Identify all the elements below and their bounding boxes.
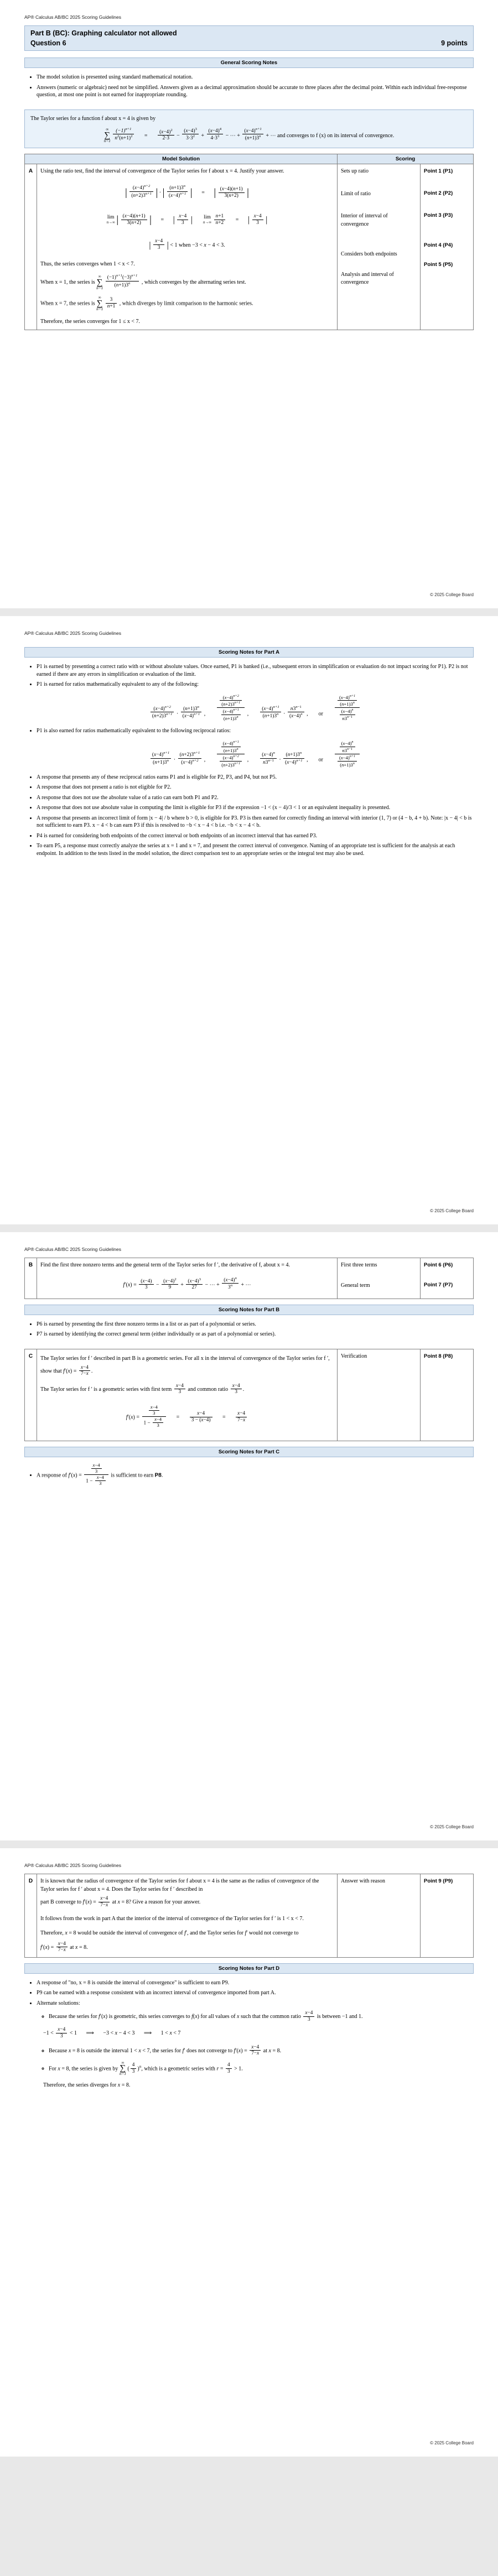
point-label: Point 4 (P4): [424, 242, 453, 248]
part-a-model-solution: [37, 164, 338, 330]
point-label: Point 8 (P8): [424, 1353, 453, 1359]
running-header: AP® Calculus AB/BC 2025 Scoring Guidelines: [24, 630, 121, 636]
part-d-answer-c: f′(x) = $\frac{x-4}{7-x}$ at x = 8.: [40, 1941, 88, 1953]
page-3: [0, 1232, 498, 1840]
general-note-item: • The model solution is presented using standard mathematical notation.: [37, 74, 474, 81]
rubric-table-part-b: [24, 1258, 474, 1299]
general-note-item: • Answers (numeric or algebraic) need not be simplified. Answers given as a decimal approximation should be accurate to three places after the decimal point. Within each individual free-response question, at most one point is not earned for inappropriate rounding.: [37, 84, 474, 99]
part-a-thus: Thus, the series converges when 1 < x < 7.: [40, 260, 135, 267]
part-d-prompt-2: part B converge to f′(x) = $\frac{x-4}{7-x}$ at x = 8? Give a reason for your answer.: [40, 1896, 201, 1908]
point-label: Point 6 (P6): [424, 1262, 453, 1268]
scoring-note-item: • A response of "no, x = 8 is outside the interval of convergence" is sufficient to earn P9.: [37, 1979, 474, 1987]
page-4: [0, 1848, 498, 2457]
part-letter-a: A: [25, 164, 37, 330]
running-header: AP® Calculus AB/BC 2025 Scoring Guidelines: [24, 1247, 121, 1252]
scoring-desc: Verification: [341, 1353, 367, 1359]
stem-series-formula: ∞ ∑ n=1 $\frac{(-1)^{n+1}}{n^2(n+1)^2}$ = $\frac{(x-4)^2}{2\cdot 3}$ − $\frac{(x-4)^3}{3\cdot 3^2}$ + $\frac{(x-4)^4}{4\cdot 3^3}$ − ⋯ + $\frac{(x-4)^{n+1}}{(n+1)3^n}$ + ⋯ and converges to f (x) on its interval of convergence.: [103, 127, 395, 143]
scoring-header: Scoring: [338, 154, 474, 164]
scoring-note-item: • P4 is earned for considering both endpoints of the correct interval or both endpoints of an incorrect interval that has earned P3.: [37, 832, 474, 840]
part-a-conclusion: Therefore, the series converges for 1 ≤ x < 7.: [40, 319, 141, 325]
alternate-item: ◦ Because the series for f′(x) is geometric, this series converges to f(x) for all values of x such that the common ratio $\frac{x-4}{3}$ is between −1 and 1.: [49, 2010, 474, 2022]
table-row: [25, 1349, 474, 1441]
part-a-prompt: Using the ratio test, find the interval of convergence of the Taylor series for f about x = 4. Justify your answer.: [40, 168, 284, 175]
scoring-notes-part-d-band: Scoring Notes for Part D: [24, 1963, 474, 1974]
scoring-note-item: • A response that presents any of these reciprocal ratios earns P1 and is eligible for P2, P3, and P4, but not P5.: [37, 774, 474, 781]
rubric-table-part-a: [24, 154, 474, 330]
page-footer: © 2025 College Board: [430, 1208, 474, 1213]
scoring-desc: First three terms: [341, 1262, 377, 1268]
point-label: Point 3 (P3): [424, 212, 453, 218]
point-label: Point 7 (P7): [424, 1281, 453, 1288]
ratio-forms-1: $\frac{(x-4)^{n+2}}{(n+2)3^{n+1}}$ · $\frac{(n+1)3^n}{(x-4)^{n+1}}$ , $\frac{\frac{(x-4)^{n+2}}{(n+2)3^{n+1}}}{\frac{(x-4)^{n+1}}{(n+1)3^n}}$ , $\frac{(x-4)^{n+1}}{(n+1)3^n}$ · $\frac{n3^{n-1}}{(x-4)^n}$ , or $\frac{\frac{(x-4)^{n+1}}{(n+1)3^n}}{\frac{(x-4)^n}{n3^{n-1}}}$: [37, 694, 474, 722]
part-a-ratio-setup: | $\frac{(x-4)^{n+2}}{(n+2)3^{n+1}}$ | · | $\frac{(n+1)3^n}{(x-4)^{n+1}}$ | = | $\frac{(x-4)(n+1)}{3(n+2)}$ |: [125, 184, 249, 199]
scoring-notes-part-a-band: Scoring Notes for Part A: [24, 647, 474, 658]
running-header: AP® Calculus AB/BC 2025 Scoring Guidelines: [24, 1863, 121, 1868]
general-scoring-notes-band: General Scoring Notes: [24, 58, 474, 68]
part-a-endpoint-7: When x = 7, the series is ∞ ∑ n=1 $\frac{3}{n+1}$ , which diverges by limit comparison to the harmonic series.: [40, 295, 253, 311]
table-row: [25, 164, 474, 330]
scoring-desc: Considers both endpoints: [341, 251, 397, 258]
part-b-point-labels: [421, 1258, 474, 1299]
page-footer: © 2025 College Board: [430, 1824, 474, 1829]
page-2: [0, 616, 498, 1224]
part-c-scoring-notes: [24, 1463, 474, 1489]
part-letter-c: C: [25, 1349, 37, 1441]
page-footer: © 2025 College Board: [430, 592, 474, 597]
scoring-note-item: • A response that does not use the absolute value of a ratio can earn both P1 and P2.: [37, 794, 474, 802]
alternate-item: ◦ For x = 8, the series is given by ∞ ∑ n=1 ( $\frac{4}{3}$ )$^n$, which is a geometric series with r = $\frac{4}{3}$ > 1.: [49, 2061, 474, 2077]
part-a-inequality: | $\frac{x-4}{3}$ | < 1 when −3 < x − 4 < 3.: [149, 238, 225, 251]
scoring-note-item: • P1 is earned by presenting a correct ratio with or without absolute values. Once earned, P1 is banked (i.e., subsequent errors in simplification or evaluation do not impact scoring for P1). P2 is not earned if there are any errors in simplification or evaluation of the limit.: [37, 663, 474, 678]
part-a-point-labels: [421, 164, 474, 330]
general-notes-list: [24, 74, 474, 102]
alternate-conclusion: Therefore, the series diverges for x = 8.: [43, 2082, 131, 2088]
rubric-table-part-d: [24, 1874, 474, 1958]
scoring-note-item: • P6 is earned by presenting the first three nonzero terms in a list or as part of a polynomial or series.: [37, 1321, 474, 1328]
part-c-line2: The Taylor series for f ′ is a geometric series with first term $\frac{x-4}{3}$ and common ratio $\frac{x-4}{3}$ .: [40, 1383, 245, 1395]
stem-series-tail: and converges to f (x) on its interval of convergence.: [277, 132, 395, 139]
scoring-desc: Interior of interval of convergence: [341, 213, 388, 227]
part-a-scoring-descriptions: [338, 164, 421, 330]
part-b-scoring-notes: [24, 1321, 474, 1341]
scoring-note-item: • P1 is also earned for ratios mathematically equivalent to the following reciprocal ratios: $\frac{(x-4)^{n+1}}{(n+1)3^n}$ · $\frac{(n+2)3^{n+1}}{(x-4)^{n+2}}$ , $\frac{\frac{(x-4)^{n+1}}{(n+1)3^n}}{\frac{(x-4)^{n+2}}{(n+2)3^{n+1}}}$ , $\frac{(x-4)^n}{n3^{n-1}}$ · $\frac{(n+1)3^n}{(x-4)^{n+1}}$ , or $\frac{\frac{(x-4)^n}{n3^{n-1}}}{\frac{(x-4)^{n+1}}{(n+1)3^n}}$: [37, 727, 474, 768]
alternate-inequality: −1 < $\frac{x-4}{3}$ < 1 ⟹ −3 < x − 4 < 3 ⟹ 1 < x < 7: [43, 2027, 181, 2040]
point-label: Point 5 (P5): [424, 262, 453, 268]
running-header: AP® Calculus AB/BC 2025 Scoring Guidelines: [24, 14, 121, 20]
scoring-notes-part-c-band: Scoring Notes for Part C: [24, 1447, 474, 1457]
alternate-item: ◦ Because x = 8 is outside the interval 1 < x < 7, the series for f′ does not converge to f′(x) = $\frac{x-4}{7-x}$ at x = 8.: [49, 2045, 474, 2057]
scoring-desc: Analysis and interval of convergence: [341, 271, 394, 286]
question-stem: [24, 109, 474, 149]
point-label: Point 1 (P1): [424, 168, 453, 175]
part-b-prompt: Find the first three nonzero terms and the general term of the Taylor series for f ′, the derivative of f, about x = 4.: [40, 1262, 290, 1268]
scoring-desc: Answer with reason: [341, 1878, 385, 1884]
part-d-point-labels: [421, 1874, 474, 1958]
part-a-scoring-notes: [24, 663, 474, 860]
scoring-notes-part-b-band: Scoring Notes for Part B: [24, 1305, 474, 1315]
part-d-prompt-1: It is known that the radius of convergence of the Taylor series for f about x = 4 is the same as the radius of convergence of the Taylor series for f ′ about x = 4. Does the Taylor series for f ′ described in: [40, 1878, 319, 1892]
question-stem-text: The Taylor series for a function f about x = 4 is given by: [30, 115, 156, 122]
part-b-series: f′(x) = $\frac{(x-4)}{3}$ − $\frac{(x-4)^2}{9}$ + $\frac{(x-4)^3}{27}$ − ⋯ + $\frac{(x-4)^n}{3^n}$ + ⋯: [123, 1276, 251, 1291]
scoring-note-item: • To earn P5, a response must correctly analyze the series at x = 1 and x = 7, and present the correct interval of convergence. Naming of an appropriate test is sufficient for the analysis at each endpoint. In addition to the tests listed in the model solution, the direct comparison test to an appropriate series or the integral test may also be used.: [37, 842, 474, 857]
part-b-scoring-descriptions: [338, 1258, 421, 1299]
alternate-solutions-list: [37, 2010, 474, 2090]
scoring-desc: General term: [341, 1282, 370, 1289]
part-d-answer-a: It follows from the work in part A that the interior of the interval of convergence of the Taylor series for f ′ is 1 < x < 7.: [40, 1916, 304, 1922]
table-row: [25, 1258, 474, 1299]
part-c-point-labels: [421, 1349, 474, 1441]
part-c-model-solution: [37, 1349, 338, 1441]
part-a-limit: lim n→∞ | $\frac{(x-4)(n+1)}{3(n+2)}$ | = | $\frac{x-4}{3}$ | lim n→∞ $\frac{n+1}{n+2}$ = | $\frac{x-4}{3}$ |: [106, 213, 268, 226]
page-1: [0, 0, 498, 608]
scoring-note-item: • Alternate solutions: ◦ Because the series for f′(x) is geometric, this series converges to f(x) for all values of x such that the common ratio $\frac{x-4}{3}$ is between −1 and 1. −1 < $\frac{x-4}{3}$ < 1 ⟹ −3 < x − 4 < 3 ⟹ 1 < x < 7 ◦ Because x = 8 is outside the interval 1 < x < 7, the series for f′ does not converge to f′(x) = $\frac{x-4}{7-x}$ at x = 8. ◦ For x = 8, the series is given by ∞ ∑ n=1 ( $\frac{4}{3}$ )$^n$, which is a geometric series with r = $\frac{4}{3}$ > 1. Therefore, the series diverges for x = 8.: [37, 2000, 474, 2090]
question-label: Question 6: [30, 39, 66, 47]
part-c-scoring-descriptions: [338, 1349, 421, 1441]
ratio-forms-2: $\frac{(x-4)^{n+1}}{(n+1)3^n}$ · $\frac{(n+2)3^{n+1}}{(x-4)^{n+2}}$ , $\frac{\frac{(x-4)^{n+1}}{(n+1)3^n}}{\frac{(x-4)^{n+2}}{(n+2)3^{n+1}}}$ , $\frac{(x-4)^n}{n3^{n-1}}$ · $\frac{(n+1)3^n}{(x-4)^{n+1}}$ , or $\frac{\frac{(x-4)^n}{n3^{n-1}}}{\frac{(x-4)^{n+1}}{(n+1)3^n}}$: [37, 740, 474, 768]
scoring-note-item: • A response that presents an incorrect limit of form |x − 4| / b where b > 0, is eligible for P3. P3 is then earned for correctly finding an interval with interior (1, 7) or (4 − b, 4 + b). Note: |x − 4| < b is not sufficient to earn P3. x − 4 < b can earn P3 if this is resolved to −b < x − 4 < b i.e. −b < x − 4 < b.: [37, 815, 474, 830]
scoring-note-item: • A response of f′(x) = $\frac{x-4}{3}$ 1 − $\frac{x-4}{3}$ is sufficient to earn P8.: [37, 1463, 474, 1487]
scoring-note-item: • A response that does not present a ratio is not eligible for P2.: [37, 784, 474, 791]
part-letter-b: B: [25, 1258, 37, 1299]
part-d-answer-b: Therefore, x = 8 would be outside the interval of convergence of f′, and the Taylor series for f′ would not converge to: [40, 1930, 299, 1936]
page-footer: © 2025 College Board: [430, 2441, 474, 2445]
scoring-note-item: • P9 can be earned with a response consistent with an incorrect interval of convergence imported from part A.: [37, 1989, 474, 1997]
part-d-scoring-notes: [24, 1979, 474, 2093]
part-d-model-solution: [37, 1874, 338, 1958]
part-b-model-solution: [37, 1258, 338, 1299]
part-c-prompt: The Taylor series for f ′ described in part B is a geometric series. For all x in the interval of convergence of the Taylor series for f ′, show that f′(x) = $\frac{x-4}{7-x}$ .: [40, 1355, 330, 1377]
part-d-scoring-descriptions: [338, 1874, 421, 1958]
model-solution-header: Model Solution: [25, 154, 338, 164]
scoring-desc: Limit of ratio: [341, 190, 371, 197]
point-label: Point 9 (P9): [424, 1878, 453, 1884]
part-letter-d: D: [25, 1874, 37, 1958]
rubric-table-part-c: [24, 1349, 474, 1441]
scoring-note-item: • P1 is earned for ratios mathematically equivalent to any of the following: $\frac{(x-4)^{n+2}}{(n+2)3^{n+1}}$ · $\frac{(n+1)3^n}{(x-4)^{n+1}}$ , $\frac{\frac{(x-4)^{n+2}}{(n+2)3^{n+1}}}{\frac{(x-4)^{n+1}}{(n+1)3^n}}$ , $\frac{(x-4)^{n+1}}{(n+1)3^n}$ · $\frac{n3^{n-1}}{(x-4)^n}$ , or $\frac{\frac{(x-4)^{n+1}}{(n+1)3^n}}{\frac{(x-4)^n}{n3^{n-1}}}$: [37, 681, 474, 722]
question-title-bar: [24, 25, 474, 51]
point-label: Point 2 (P2): [424, 190, 453, 197]
points-label: 9 points: [441, 39, 468, 47]
part-a-endpoint-1: When x = 1, the series is ∞ ∑ n=1 $\frac{(-1)^{n+1}(-3)^{n+1}}{(n+1)3^n}$ , which converges by the alternating series test.: [40, 274, 246, 290]
table-row: [25, 1874, 474, 1958]
part-title: Part B (BC): Graphing calculator not allowed: [30, 29, 177, 37]
scoring-note-item: • A response that does not use absolute value in computing the limit is eligible for P3 if the expression −1 < (x − 4)/3 < 1 or an equivalent inequality is presented.: [37, 804, 474, 812]
scoring-desc: Sets up ratio: [341, 168, 369, 175]
part-c-derivation: f′(x) = $\frac{x-4}{3}$ 1 − $\frac{x-4}{3}$ = $\frac{x-4}{3 - (x-4)}$ = $\frac{x-4}{7-x}$: [40, 1405, 334, 1428]
scoring-note-item: • P7 is earned by identifying the correct general term (either individually or as part of a polynomial or series).: [37, 1331, 474, 1338]
